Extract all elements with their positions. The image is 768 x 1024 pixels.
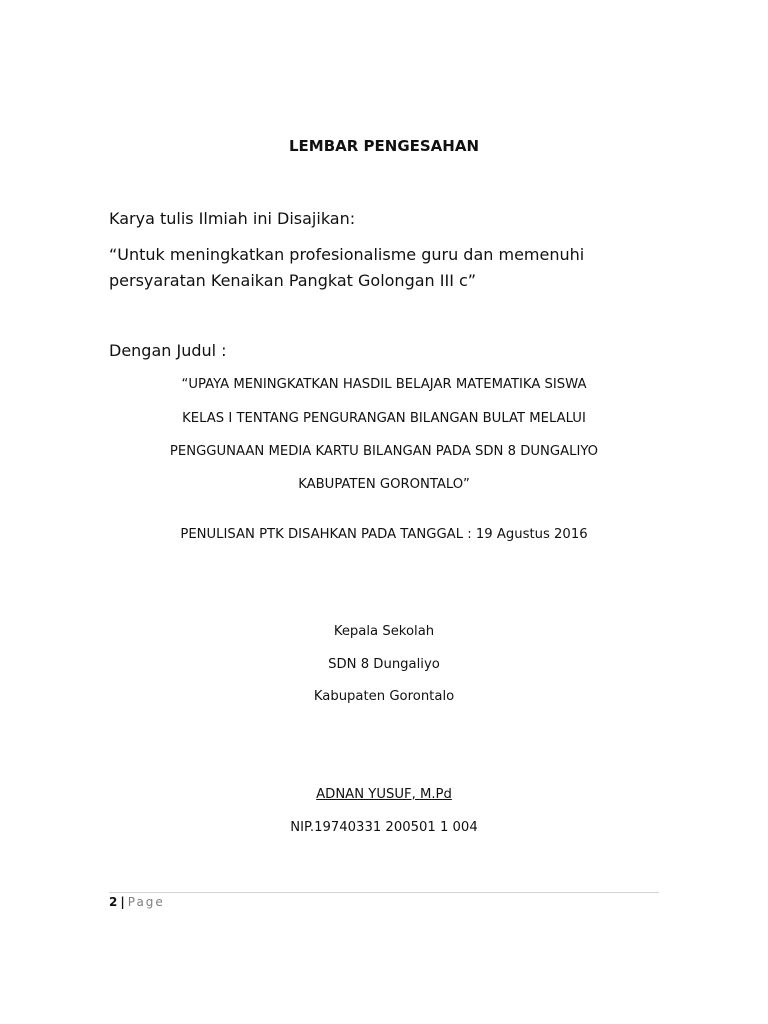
intro-label: Karya tulis Ilmiah ini Disajikan: <box>109 209 356 228</box>
approval-date: PENULISAN PTK DISAHKAN PADA TANGGAL : 19 Agustus 2016 <box>180 527 588 542</box>
signatory-regency: Kabupaten Gorontalo <box>313 689 455 704</box>
document-title: LEMBAR PENGESAHAN <box>288 137 480 155</box>
page-footer <box>109 895 165 909</box>
purpose-line-2: persyaratan Kenaikan Pangkat Golongan III c” <box>109 271 477 290</box>
signatory-school: SDN 8 Dungaliyo <box>328 657 440 672</box>
signatory-name: ADNAN YUSUF, M.Pd <box>316 787 452 802</box>
judul-label: Dengan Judul : <box>109 341 227 360</box>
page-word: Page <box>127 895 165 909</box>
purpose-line-1: “Untuk meningkatkan profesionalisme guru dan memenuhi <box>109 245 585 264</box>
judul-line-4: KABUPATEN GORONTALO” <box>298 477 470 492</box>
signatory-position: Kepala Sekolah <box>333 624 435 639</box>
judul-line-2: KELAS I TENTANG PENGURANGAN BILANGAN BULAT MELALUI <box>182 411 586 426</box>
judul-line-1: “UPAYA MENINGKATKAN HASDIL BELAJAR MATEMATIKA SISWA <box>181 377 587 392</box>
signatory-name-line <box>0 787 768 802</box>
judul-line-3: PENGGUNAAN MEDIA KARTU BILANGAN PADA SDN 8 DUNGALIYO <box>169 444 599 459</box>
page-number: 2 <box>109 895 118 909</box>
signatory-nip: NIP.19740331 200501 1 004 <box>290 820 478 835</box>
footer-divider <box>109 892 659 893</box>
footer-separator: | <box>120 895 125 909</box>
